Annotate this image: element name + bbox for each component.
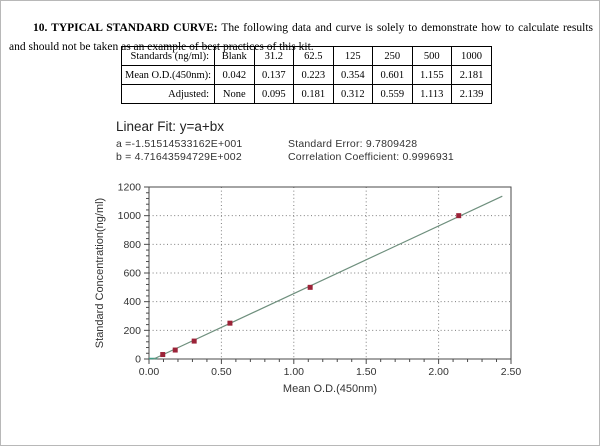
table-row (122, 85, 492, 104)
row-label-cell: Mean O.D.(450nm): (122, 66, 215, 85)
fit-correlation-coefficient: Correlation Coefficient: 0.9996931 (288, 151, 454, 163)
linear-fit-title: Linear Fit: y=a+bx (116, 119, 225, 134)
y-tick-label: 0 (135, 353, 141, 366)
value-cell: 1.113 (412, 85, 452, 104)
y-axis-title: Standard Concentration(ng/ml) (94, 197, 106, 349)
value-cell: 125 (333, 47, 373, 66)
data-point (456, 213, 461, 218)
intro-text: The following data and curve is solely to demonstrate how to calculate results and should not be taken as an example of best practices of this kit. (9, 21, 593, 53)
value-cell: 0.312 (333, 85, 373, 104)
x-tick-label: 0.50 (211, 366, 232, 378)
row-label-cell: Adjusted: (122, 85, 215, 104)
row-label-cell: Standards (ng/ml): (122, 47, 215, 66)
y-tick-label: 1200 (117, 181, 141, 194)
standards-table (121, 46, 492, 104)
value-cell: Blank (215, 47, 255, 66)
x-tick-label: 1.00 (283, 366, 305, 378)
value-cell: 0.137 (254, 66, 294, 85)
y-tick-label: 1000 (117, 210, 141, 223)
value-cell: 0.601 (373, 66, 413, 85)
x-axis-title: Mean O.D.(450nm) (282, 383, 378, 395)
table-row (122, 47, 492, 66)
standard-curve-chart (59, 177, 539, 425)
value-cell: 500 (412, 47, 452, 66)
value-cell: 1.155 (412, 66, 452, 85)
value-cell: 0.181 (294, 85, 334, 104)
chart-svg (59, 177, 539, 425)
fit-intercept-value: a =-1.51514533162E+001 (116, 138, 243, 150)
fit-line (154, 196, 503, 359)
x-tick-label: 2.50 (500, 366, 522, 378)
value-cell: None (215, 85, 255, 104)
data-point (308, 285, 313, 290)
fit-standard-error: Standard Error: 9.7809428 (288, 138, 418, 150)
value-cell: 0.223 (294, 66, 334, 85)
x-tick-label: 1.50 (355, 366, 377, 378)
value-cell: 62.5 (294, 47, 334, 66)
y-tick-label: 400 (123, 296, 141, 309)
standards-table-body (122, 47, 492, 104)
data-point (160, 352, 165, 357)
data-point (227, 321, 232, 326)
y-tick-label: 600 (123, 267, 141, 280)
value-cell: 2.181 (452, 66, 492, 85)
data-point (192, 339, 197, 344)
table-row (122, 66, 492, 85)
x-tick-label: 0.00 (138, 366, 160, 378)
y-tick-label: 800 (123, 238, 141, 251)
value-cell: 2.139 (452, 85, 492, 104)
y-tick-label: 200 (123, 324, 141, 337)
value-cell: 31.2 (254, 47, 294, 66)
value-cell: 250 (373, 47, 413, 66)
value-cell: 1000 (452, 47, 492, 66)
intro-heading: 10. TYPICAL STANDARD CURVE: (33, 21, 218, 34)
value-cell: 0.559 (373, 85, 413, 104)
value-cell: 0.354 (333, 66, 373, 85)
value-cell: 0.042 (215, 66, 255, 85)
data-point (173, 348, 178, 353)
value-cell: 0.095 (254, 85, 294, 104)
x-tick-label: 2.00 (428, 366, 449, 378)
fit-slope-value: b = 4.71643594729E+002 (116, 151, 242, 163)
